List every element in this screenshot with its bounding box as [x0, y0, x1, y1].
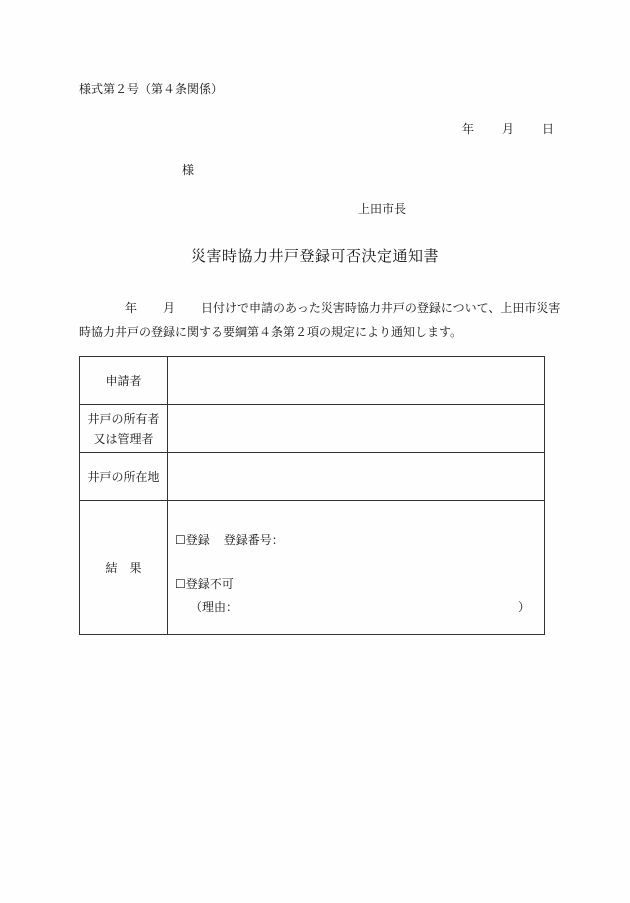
table-row — [80, 357, 545, 405]
date-line — [462, 120, 554, 137]
registration-number-label: 登録番号： — [223, 533, 284, 547]
register-option — [175, 531, 284, 548]
form-number: 様式第２号（第４条関係） — [79, 82, 224, 96]
owner-label — [80, 405, 168, 453]
body-line-1-text: 日付けで申請のあった災害時協力井戸の登録について、上田市災害 — [201, 301, 561, 315]
reject-checkbox-icon[interactable]: ☐ — [175, 577, 186, 591]
owner-value-cell — [168, 405, 545, 453]
register-checkbox-icon[interactable]: ☐ — [175, 533, 186, 547]
date-year: 年 — [462, 122, 475, 136]
document-title: 災害時協力井戸登録可否決定通知書 — [190, 247, 439, 265]
issuer-name: 上田市長 — [358, 202, 407, 216]
applicant-label: 申請者 — [80, 357, 168, 405]
location-value-cell — [168, 453, 545, 501]
reason-close: ） — [517, 600, 530, 614]
decision-table — [79, 356, 545, 635]
body-line-1 — [79, 296, 561, 320]
date-day: 日 — [542, 122, 555, 136]
addressee-honorific: 様 — [182, 163, 195, 177]
location-label: 井戸の所在地 — [80, 453, 168, 501]
table-row — [80, 453, 545, 501]
owner-label-line-2: 又は管理者 — [93, 431, 154, 446]
register-option-label: 登録 — [185, 533, 210, 547]
result-value-cell — [168, 501, 545, 635]
date-month: 月 — [502, 122, 515, 136]
body-year: 年 — [125, 301, 138, 315]
table-row — [80, 501, 545, 635]
reason-open: （理由： — [190, 600, 239, 614]
applicant-value-cell — [168, 357, 545, 405]
owner-label-line-1: 井戸の所有者 — [87, 411, 160, 426]
result-label: 結 果 — [80, 501, 168, 635]
body-paragraph — [79, 296, 561, 344]
body-month: 月 — [163, 301, 176, 315]
table-row — [80, 405, 545, 453]
reject-option — [175, 575, 234, 592]
reject-option-label: 登録不可 — [185, 577, 234, 591]
body-line-2: 時協力井戸の登録に関する要綱第４条第２項の規定により通知します。 — [79, 325, 463, 339]
